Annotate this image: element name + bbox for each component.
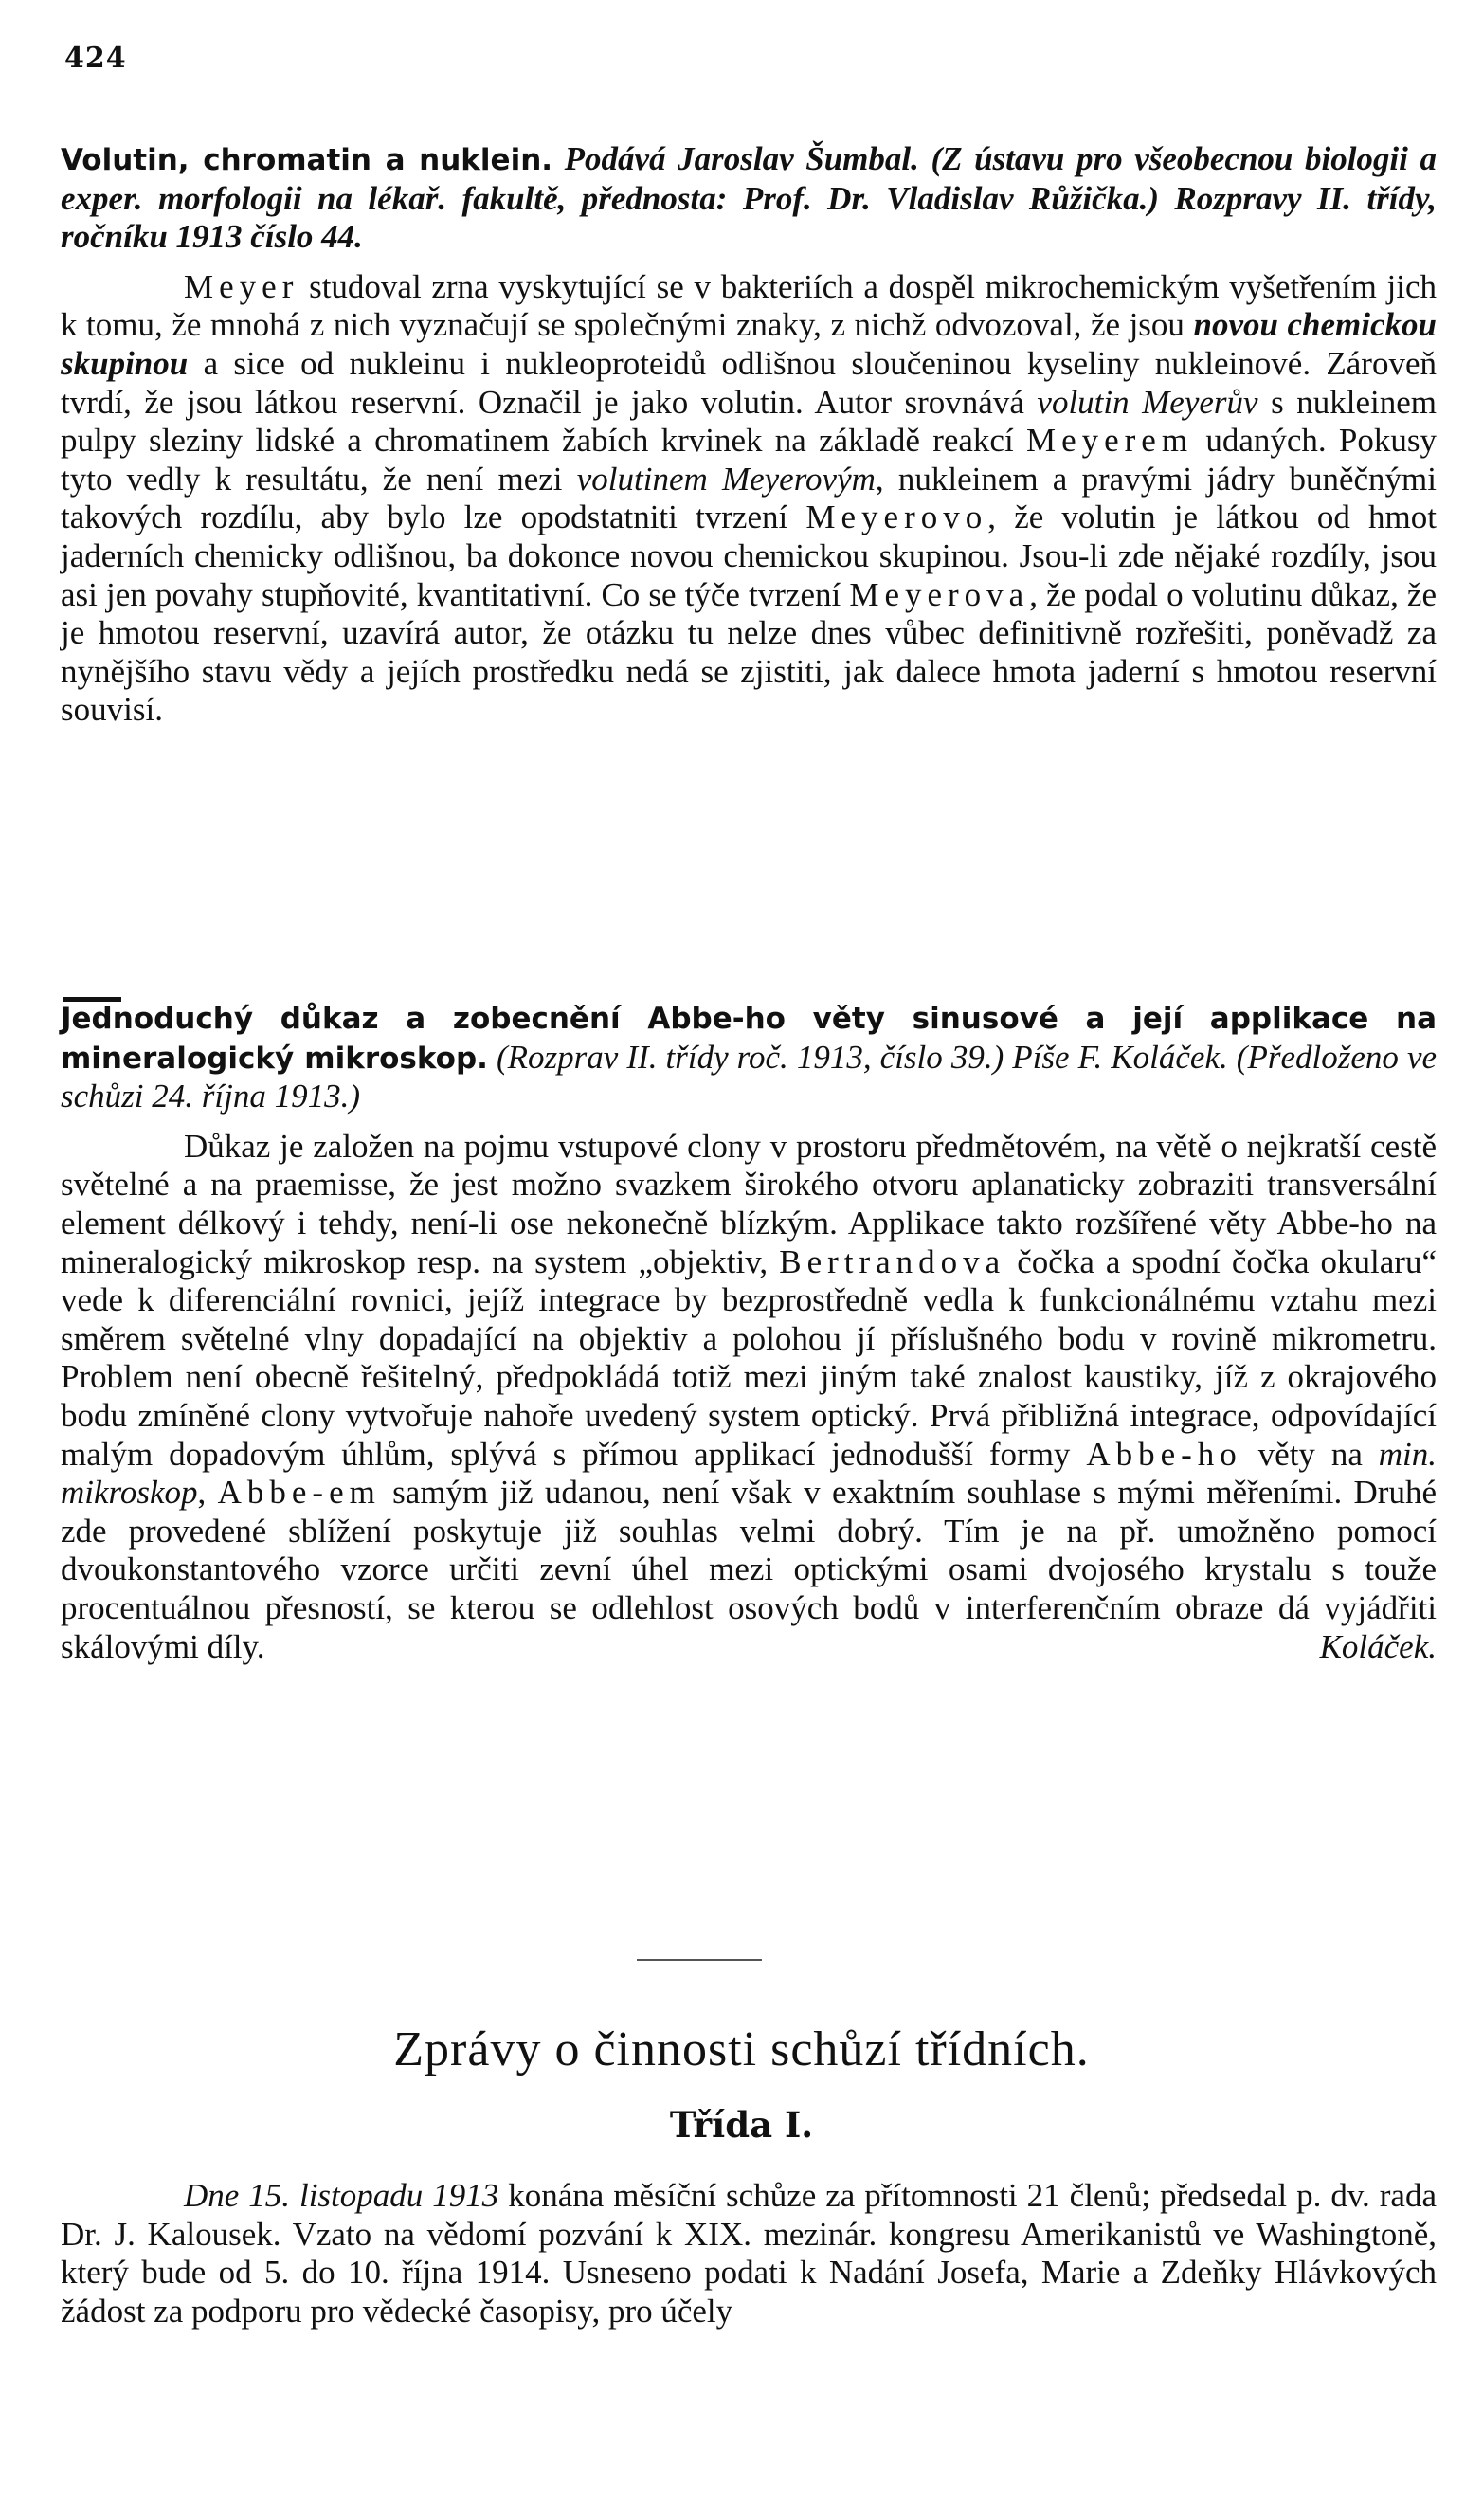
article-abbe-body	[61, 1128, 1437, 1666]
article-abbe-text-run: Bertrandova	[779, 1242, 1006, 1280]
article-volutin-body	[61, 268, 1437, 730]
article-abbe-text-run: Abbe-ho	[1086, 1435, 1242, 1473]
article-volutin	[61, 140, 1437, 730]
article-volutin-text-run: Meyerovo	[805, 499, 988, 536]
article-volutin-text-run: novou chemickou skupinou	[61, 306, 1437, 382]
article-volutin-text-run: udaných. Pokusy tyto vedly k resultátu, že není mezi	[61, 422, 1438, 498]
article-abbe-byline: (Rozprav II. třídy roč. 1913, číslo 39.) Píše F. Koláček. (Předloženo ve schůzi 24. října 1913.)	[61, 1038, 1438, 1115]
section-subtitle: Třída I.	[669, 2104, 814, 2146]
article-volutin-text-run: s nukleinem pulpy sleziny lidské a chromatinem žabích krvinek na základě reakcí	[61, 383, 1437, 460]
section-title: Zprávy o činnosti schůzí třídních.	[393, 2022, 1090, 2076]
article-abbe-text-run: min. mikroskop	[61, 1435, 1437, 1512]
article-volutin-text-run: Meyerem	[1025, 422, 1194, 460]
article-volutin-text-run: , nukleinem a pravými jádry buněčnými takových rozdílu, aby bylo lze opodstatniti tvrzení	[61, 460, 1437, 536]
article-volutin-byline: Podává Jaroslav Šumbal. (Z ústavu pro všeobecnou biologii a exper. morfologii na lékař. fakultě, přednosta: Prof. Dr. Vladislav Růžička.) Rozpravy II. třídy, ročníku 1913 číslo 44.	[61, 140, 1437, 256]
article-volutin-text-run: , že volutin je látkou od hmot jaderních chemicky odlišnou, ba dokonce novou chemickou skupinou. Jsou-li zde nějaké rozdíly, jsou asi jen povahy stupňovité, kvantitativní. Co se týče tvrzení	[61, 499, 1437, 613]
article-volutin-text-run: volutin Meyerův	[1037, 383, 1258, 421]
article-volutin-text-run: studoval zrna vyskytující se v bakteriích a dospěl mikrochemickým vyšetřením jich k tomu, že mnohá z nich vyznačují se společnými znaky, z nichž odvozoval, že jsou	[61, 267, 1437, 344]
article-volutin-text-run: volutinem Meyerovým	[576, 460, 876, 498]
report-date: Dne 15. listopadu 1913	[184, 2177, 499, 2214]
article-volutin-header	[61, 140, 1437, 257]
article-abbe-text-run: Důkaz je založen na pojmu vstupové clony v prostoru předmětovém, na větě o nejkratší cestě světelné a na praemisse, že jest možno svazkem širokého otvoru aplanaticky zobraziti transversální element délkový i tehdy, není-li ose nekonečně blízkým. Applikace takto rozšířené věty Abbe-ho na mineralogický mikroskop resp. na system „objektiv,	[61, 1127, 1437, 1280]
article-volutin-text-run: a sice od nukleinu i nukleoproteidů odlišnou sloučeninou kyseliny nukleinové. Zároveň tvrdí, že jsou látkou reservní. Označil je jako volutin. Autor srovnává	[61, 344, 1437, 421]
article-abbe-text-run: ,	[197, 1474, 218, 1512]
article-abbe	[61, 999, 1437, 1666]
section-report	[61, 2177, 1437, 2330]
article-abbe-signature: Koláček.	[1319, 1627, 1437, 1665]
article-volutin-text-run: Meyerova	[849, 575, 1030, 613]
article-volutin-text-run: Meyer	[184, 267, 299, 305]
page-number: 424	[64, 42, 127, 75]
article-abbe-text-run: Abbe-em	[217, 1474, 381, 1512]
article-abbe-text-run: věty na	[1241, 1435, 1379, 1473]
article-volutin-title: Volutin, chromatin a nuklein.	[61, 143, 553, 177]
article-abbe-text-run: čočka a spodní čočka okularu“ vede k diferenciální rovnici, jejíž integrace by bezprostředně vedla k funkcionálnému vztahu mezi směrem světelné vlny dopadající na objektiv a polohou jí příslušného bodu v rovině mikrometru. Problem není obecně řešitelný, předpokládá totiž mezi jiným také znalost kaustiky, jíž z okrajového bodu zmíněné clony vytvořuje nahoře uvedený system optický. Prvá přibližná integrace, odpovídající malým dopadovým úhlům, splývá s přímou applikací jednodušší formy	[61, 1242, 1437, 1473]
center-divider	[637, 1959, 762, 1961]
article-volutin-text-run: , že podal o volutinu důkaz, že je hmotou reservní, uzavírá autor, že otázku tu nelze dnes vůbec definitivně rozřešiti, poněvadž za nynějšího stavu vědy a jejích prostředku nedá se zjistiti, jak dalece hmota jaderní s hmotou reservní souvisí.	[61, 575, 1437, 729]
article-abbe-title: Jednoduchý důkaz a zobecnění Abbe-ho věty sinusové a její applikace na mineralogický mikroskop.	[61, 1002, 1437, 1076]
report-text: konána měsíční schůze za přítomnosti 21 členů; předsedal p. dv. rada Dr. J. Kalousek. Vzato na vědomí pozvání k XIX. mezinár. kongresu Amerikanistů ve Washingtoně, který bude od 5. do 10. října 1914. Usneseno podati k Nadání Josefa, Marie a Zdeňky Hlávkových žádost za podporu pro vědecké časopisy, pro účely	[61, 2177, 1437, 2330]
article-abbe-text-run: samým již udanou, není však v exaktním souhlase s mými měřeními. Druhé zde provedené sblížení poskytuje již souhlas velmi dobrý. Tím je na př. umožněno pomocí dvoukonstantového vzorce určiti zevní úhel mezi optickými osami dvojosého krystalu s touže procentuálnou přesností, se kterou se odlehlost osových bodů v interferenčním obraze dá vyjádřiti skálovými díly.	[61, 1474, 1438, 1665]
article-abbe-header	[61, 999, 1437, 1116]
